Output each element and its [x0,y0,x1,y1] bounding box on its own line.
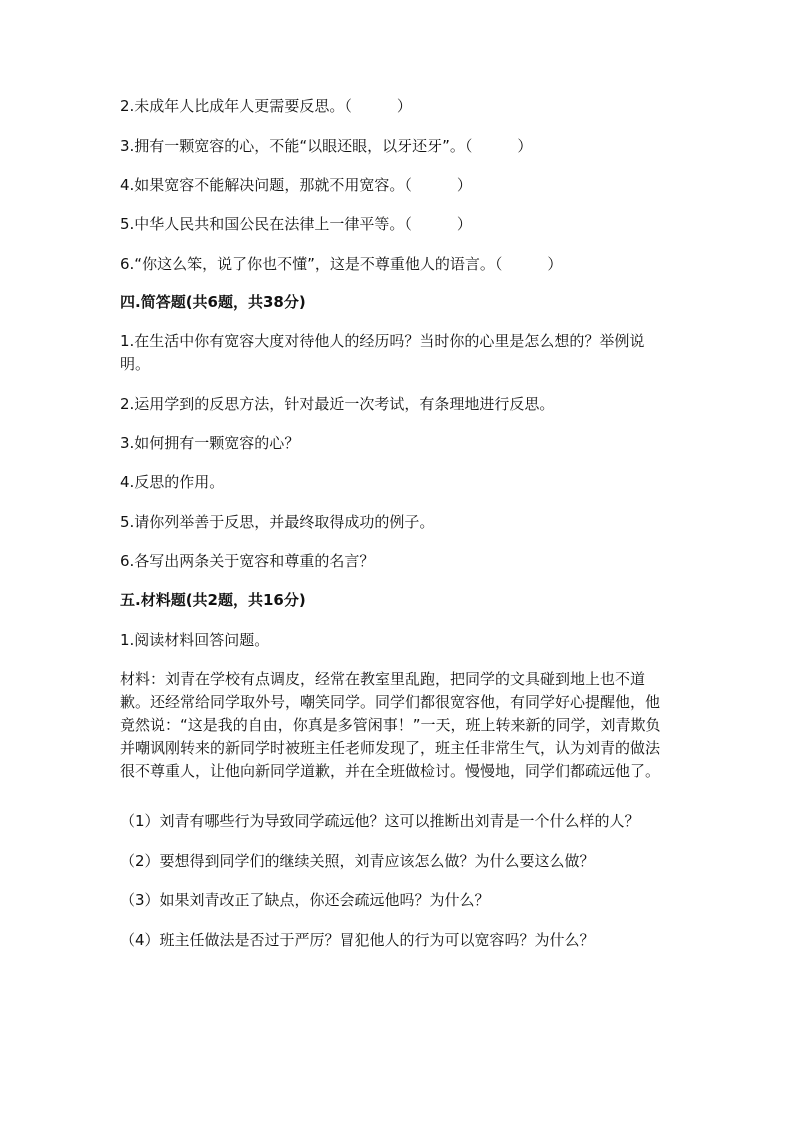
short-answer-question-2: 2.运用学到的反思方法，针对最近一次考试，有条理地进行反思。 [120,395,555,413]
material-passage: 材料：刘青在学校有点调皮，经常在教室里乱跑，把同学的文具碰到地上也不道歉。还经常给同学取外号，嘲笑同学。同学们都很宽容他，有同学好心提醒他，他竟然说：“这是我的自由，你真是多管闲事！”一天，班上转来新的同学，刘青欺负并嘲讽刚转来的新同学时被班主任老师发现了，班主任非常生气，认为刘青的做法很不尊重人，让他向新同学道歉，并在全班做检讨。慢慢地，同学们都疏远他了。 [120,670,661,780]
short-answer-question-6: 6.各写出两条关于宽容和尊重的名言？ [120,552,375,570]
short-answer-question-4: 4.反思的作用。 [120,473,225,491]
judgement-item-2: 2.未成年人比成年人更需要反思。（ ） [120,97,412,115]
short-answer-question-5: 5.请你列举善于反思，并最终取得成功的例子。 [120,513,435,531]
section-5-title: 五.材料题(共2题，共16分) [120,591,306,609]
short-answer-question-1: 1.在生活中你有宽容大度对待他人的经历吗？当时你的心里是怎么想的？举例说明。 [120,332,645,373]
judgement-item-6: 6.“你这么笨，说了你也不懂”，这是不尊重他人的语言。（ ） [120,255,563,273]
material-sub-question-1: （1）刘青有哪些行为导致同学疏远他？这可以推断出刘青是一个什么样的人？ [120,812,640,830]
material-sub-question-2: （2）要想得到同学们的继续关照，刘青应该怎么做？为什么要这么做？ [120,852,595,870]
short-answer-question-3: 3.如何拥有一颗宽容的心？ [120,434,300,452]
section-4-title: 四.简答题(共6题，共38分) [120,293,306,311]
judgement-item-5: 5.中华人民共和国公民在法律上一律平等。（ ） [120,215,472,233]
judgement-item-4: 4.如果宽容不能解决问题，那就不用宽容。（ ） [120,176,472,194]
material-sub-question-4: （4）班主任做法是否过于严厉？冒犯他人的行为可以宽容吗？为什么？ [120,931,595,949]
material-question-1: 1.阅读材料回答问题。 [120,631,270,649]
material-sub-question-3: （3）如果刘青改正了缺点，你还会疏远他吗？为什么？ [120,891,490,909]
judgement-item-3: 3.拥有一颗宽容的心，不能“以眼还眼，以牙还牙”。（ ） [120,137,533,155]
